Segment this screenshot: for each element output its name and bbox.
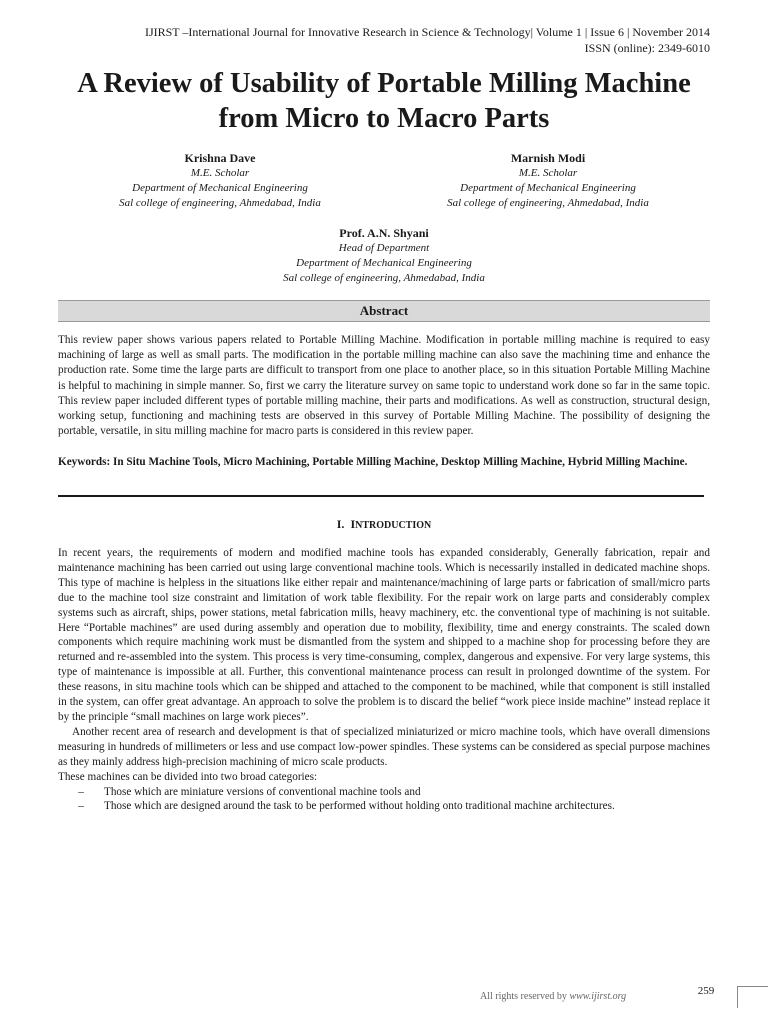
list-item — [58, 799, 710, 814]
author-college: Sal college of engineering, Ahmedabad, India — [119, 197, 321, 209]
author-block — [388, 151, 708, 211]
author-role: M.E. Scholar — [518, 167, 578, 179]
page-number-border — [737, 986, 738, 1008]
issn-line: ISSN (online): 2349-6010 — [584, 41, 710, 55]
author-block — [60, 151, 380, 211]
author-name: Prof. A.N. Shyani — [339, 226, 429, 240]
abstract-heading: Abstract — [58, 300, 710, 322]
author-college: Sal college of engineering, Ahmedabad, India — [447, 197, 649, 209]
footer-url[interactable]: www.ijirst.org — [569, 991, 627, 1002]
bullet-marker: – — [78, 800, 84, 813]
title-line-1: A Review of Usability of Portable Milling Machine — [77, 68, 691, 99]
footer-rights-text: All rights reserved by — [480, 991, 567, 1002]
page-number: 259 — [697, 985, 715, 997]
journal-header — [50, 24, 710, 56]
abstract-text: This review paper shows various papers related to Portable Milling Machine. Modification in portable milling machine is required to easy machining of large as well as small parts. The modification in the portable milling machine can also save the machining time and enhance the production rate. Some time the large parts are difficult to transport from one place to another place, so in this situation Portable Milling Machine is helpful to machining in simple manner. So, first we carry the literature survey on same topic to understand work done so far in the same topic. This review paper included different types of portable milling machine, their parts and modifications. As well as construction, structural design, working setup, functioning and machining tests are observed in this survey of Portable Milling Machine. The possibility of designing the portable, versatile, in situ milling machine for macro parts is considered in this review paper. — [58, 334, 710, 438]
author-role: Head of Department — [338, 242, 430, 254]
introduction-body — [58, 546, 710, 814]
author-role: M.E. Scholar — [190, 167, 250, 179]
intro-paragraph-1: In recent years, the requirements of modern and modified machine tools has expanded considerably, Generally fabrication, repair and maintenance machining has been carried out using large conventional machine tools. Which is necessarily installed in dedicated machine shops. This type of machine is helpless in the situations like either repair and maintenance/machining of large parts or fabrication of small/micro parts due to the machine tool size constraint and limitation of work table flexibility. For the repair work on large parts and considerably complex systems such as aircraft, ships, power stations, metal fabrication mills, heavy machinery, etc. the conventional type of machining is not suitable. Here “Portable machines” are used during assembly and operation due to mobility, flexibility, time and energy constraints. The scaled down components which require machining work must be dismantled from the system and shipped to a machine shop for processing before they are returned and re-assembled into the system. This process is very time-consuming, complex, dangerous and expensive. For very large systems, this type of maintenance is impossible at all. Further, this conventional maintenance process can result in prolonged downtime of the system. For these reasons, in situ machine tools which can be shipped and attached to the component to be machined, while that component is still installed in the system, can offer great advantage. An approach to solve the problem is to discard the belief “work piece inside machine” instead replace it by the principle “small machines on large work pieces”. — [58, 547, 710, 723]
author-name: Krishna Dave — [184, 151, 256, 165]
section-title-rest: NTRODUCTION — [355, 520, 432, 531]
journal-line: IJIRST –International Journal for Innovative Research in Science & Technology| Volume 1 | Issue 6 | November 2014 — [144, 25, 710, 39]
keywords: Keywords: In Situ Machine Tools, Micro Machining, Portable Milling Machine, Desktop Milling Machine, Hybrid Milling Machine. — [58, 456, 688, 468]
author-department: Department of Mechanical Engineering — [460, 182, 636, 194]
author-college: Sal college of engineering, Ahmedabad, India — [283, 272, 485, 284]
section-title-initial: I — [350, 517, 356, 531]
section-divider — [58, 495, 704, 497]
section-number: I. — [336, 517, 345, 531]
intro-paragraph-2: Another recent area of research and development is that of specialized miniaturized or micro machine tools, which have overall dimensions measuring in hundreds of millimeters or less and use compact low-power spindles. These systems can be considered as special purpose machines as they mainly address high-precision machining of micro scale products. — [58, 725, 710, 768]
title-line-2: from Micro to Macro Parts — [218, 103, 550, 134]
page-number-border — [737, 986, 768, 987]
list-item — [58, 785, 710, 800]
bullet-marker: – — [78, 785, 84, 798]
footer-rights — [480, 990, 660, 1004]
list-item-text: Those which are designed around the task to be performed without holding onto traditional machine architectures. — [104, 800, 615, 813]
paper-title — [30, 66, 738, 136]
section-heading-introduction — [58, 516, 710, 534]
intro-paragraph-3: These machines can be divided into two broad categories: — [58, 770, 318, 783]
author-name: Marnish Modi — [510, 151, 586, 165]
author-department: Department of Mechanical Engineering — [296, 257, 472, 269]
list-item-text: Those which are miniature versions of conventional machine tools and — [104, 785, 421, 798]
author-department: Department of Mechanical Engineering — [132, 182, 308, 194]
author-block — [224, 226, 544, 286]
